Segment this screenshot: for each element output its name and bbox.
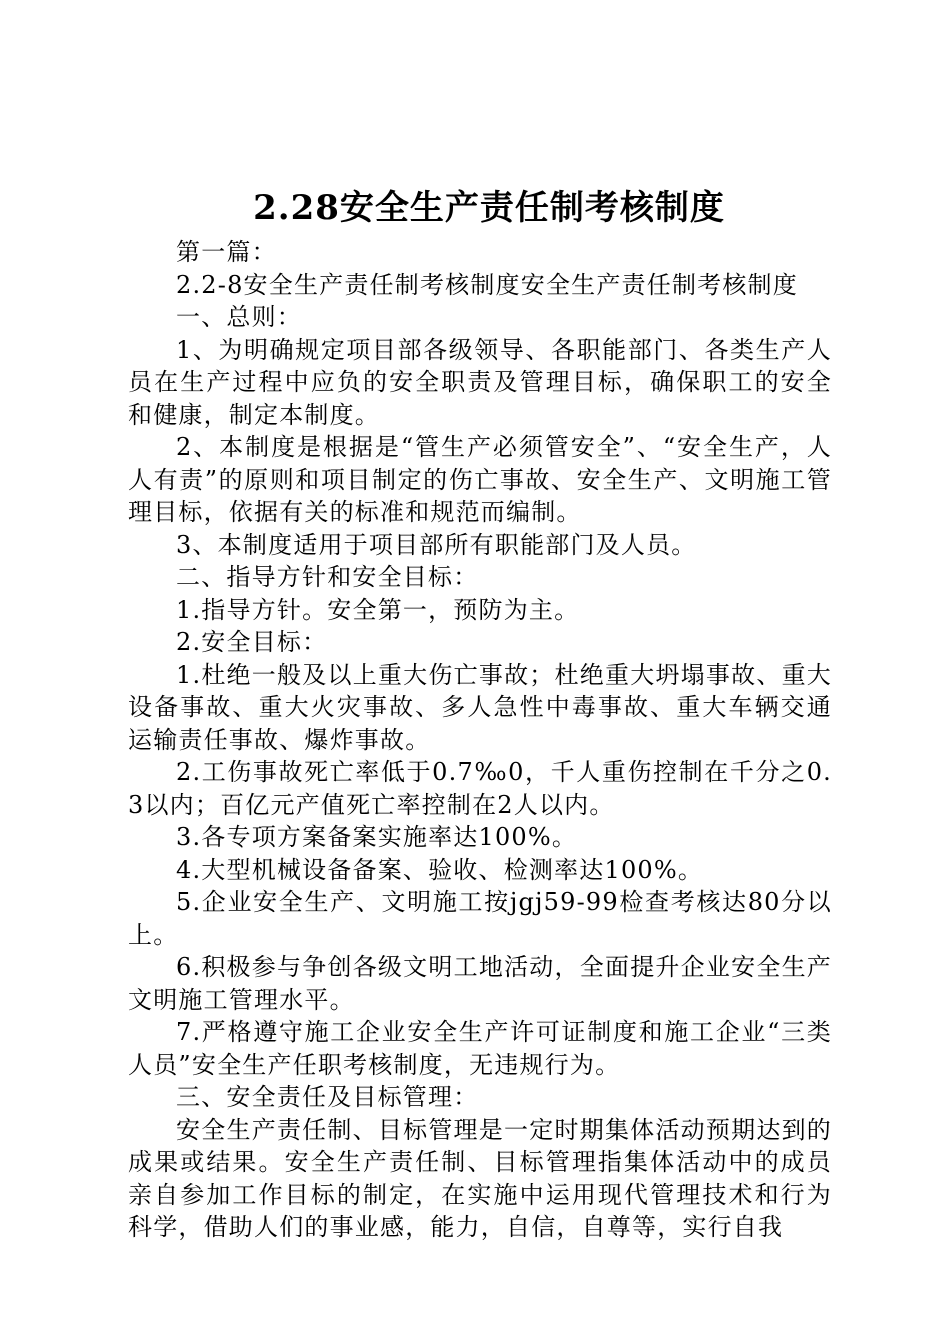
paragraph: 3、本制度适用于项目部所有职能部门及人员。	[176, 530, 697, 559]
document-body	[128, 236, 832, 1244]
document-title: 2.28安全生产责任制考核制度	[253, 188, 725, 228]
paragraph: 3.各专项方案备案实施率达100%。	[176, 823, 578, 851]
paragraph: 4.大型机械设备备案、验收、检测率达100%。	[176, 855, 704, 884]
paragraph: 1、为明确规定项目部各级领导、各职能部门、各类生产人员在生产过程中应负的安全职责及管理目标，确保职工的安全和健康，制定本制度。	[128, 335, 832, 429]
paragraph: 2.2-8安全生产责任制考核制度安全生产责任制考核制度	[176, 270, 798, 299]
paragraph: 2、本制度是根据是“管生产必须管安全”、“安全生产，人人有责”的原则和项目制定的伤亡事故、安全生产、文明施工管理目标，依据有关的标准和规范而编制。	[128, 433, 832, 526]
paragraph: 7.严格遵守施工企业安全生产许可证制度和施工企业“三类人员”安全生产任职考核制度，无违规行为。	[128, 1018, 832, 1079]
paragraph: 2.工伤事故死亡率低于0.7‰0，千人重伤控制在千分之0.3以内；百亿元产值死亡率控制在2人以内。	[128, 758, 832, 819]
paragraph: 二、指导方针和安全目标：	[176, 563, 479, 591]
paragraph: 1.杜绝一般及以上重大伤亡事故；杜绝重大坍塌事故、重大设备事故、重大火灾事故、多人急性中毒事故、重大车辆交通运输责任事故、爆炸事故。	[128, 660, 832, 754]
paragraph: 第一篇：	[176, 238, 277, 266]
paragraph: 6.积极参与争创各级文明工地活动，全面提升企业安全生产文明施工管理水平。	[128, 953, 832, 1014]
paragraph: 5.企业安全生产、文明施工按jgj59-99检查考核达80分以上。	[128, 888, 832, 949]
paragraph: 安全生产责任制、目标管理是一定时期集体活动预期达到的成果或结果。安全生产责任制、目标管理指集体活动中的成员亲自参加工作目标的制定，在实施中运用现代管理技术和行为科学，借助人们的事业感，能力，自信，自尊等，实行自我	[128, 1115, 832, 1241]
paragraph: 2.安全目标：	[176, 628, 328, 656]
paragraph: 一、总则：	[176, 303, 302, 331]
paragraph: 三、安全责任及目标管理：	[176, 1083, 479, 1111]
document-page	[128, 180, 832, 1244]
paragraph: 1.指导方针。安全第一，预防为主。	[176, 595, 580, 624]
